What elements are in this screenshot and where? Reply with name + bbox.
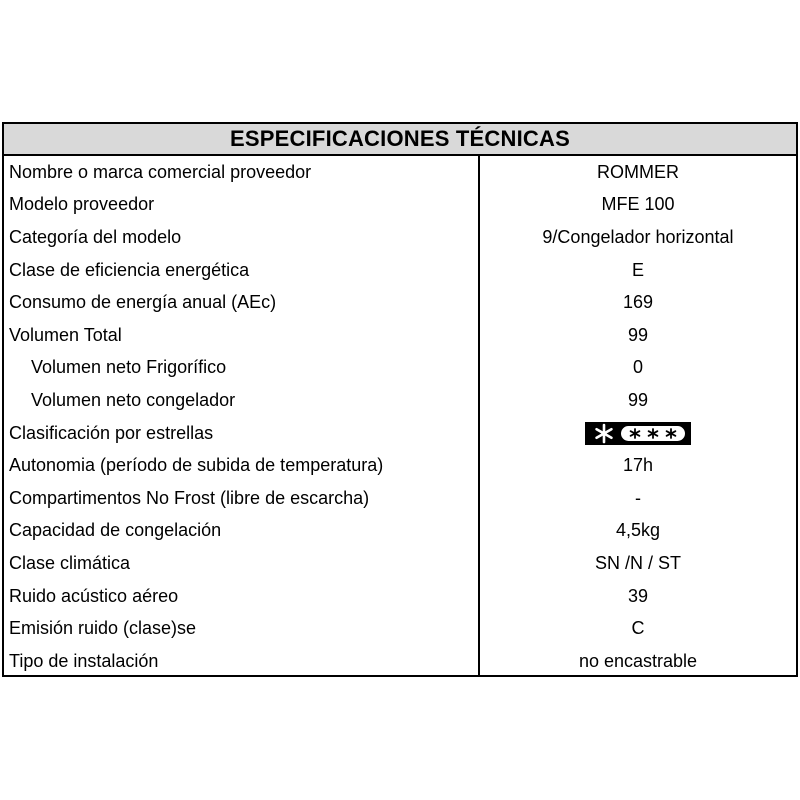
row-label: Volumen neto congelador [31,389,236,410]
row-label: Autonomia (período de subida de temperatura) [9,455,384,476]
row-value: 39 [627,585,649,606]
table-title: ESPECIFICACIONES TÉCNICAS [230,126,570,151]
row-value [480,422,796,445]
row-value: ROMMER [597,161,679,182]
row-value: 0 [632,357,643,378]
table-row [4,547,796,580]
table-row [4,254,796,287]
row-value: C [631,618,645,639]
table-row [4,221,796,254]
table-body [4,156,796,675]
row-value: 17h [622,455,654,476]
table-row [4,515,796,548]
stars-capsule [621,426,685,441]
row-label: Ruido acústico aéreo [9,585,179,606]
row-label: Clase climática [9,552,131,573]
snowflake-icon [589,422,619,445]
specifications-table [2,122,798,677]
row-label: Compartimentos No Frost (libre de escarcha) [9,487,370,508]
table-row [4,319,796,352]
row-value: 169 [622,292,654,313]
table-row [4,645,796,678]
row-value: - [635,487,641,508]
row-label: Capacidad de congelación [9,520,222,541]
table-row [4,449,796,482]
row-value: E [631,259,644,280]
row-value: 99 [627,389,649,410]
table-row [4,417,796,450]
table-row [4,384,796,417]
row-label: Clase de eficiencia energética [9,259,250,280]
row-label: Volumen neto Frigorífico [31,357,227,378]
row-value: no encastrable [578,650,698,671]
table-row [4,352,796,385]
column-divider [478,156,480,675]
row-label: Emisión ruido (clase)se [9,618,197,639]
row-label: Consumo de energía anual (AEc) [9,292,277,313]
table-row [4,482,796,515]
row-value: 9/Congelador horizontal [542,226,734,247]
row-value: MFE 100 [601,194,675,215]
row-label: Categoría del modelo [9,226,182,247]
row-label: Volumen Total [9,324,122,345]
row-value: 99 [627,324,649,345]
table-row [4,612,796,645]
star-rating-badge [585,422,691,445]
table-row [4,189,796,222]
table-row [4,156,796,189]
row-label: Clasificación por estrellas [9,422,214,443]
table-header [4,124,796,156]
row-label: Nombre o marca comercial proveedor [9,161,312,182]
table-row [4,580,796,613]
row-label: Tipo de instalación [9,650,159,671]
star-icon [646,428,660,439]
row-value: 4,5kg [615,520,661,541]
table-row [4,286,796,319]
star-icon [664,428,678,439]
row-value: SN /N / ST [594,552,681,573]
star-icon [628,428,642,439]
row-label: Modelo proveedor [9,194,155,215]
